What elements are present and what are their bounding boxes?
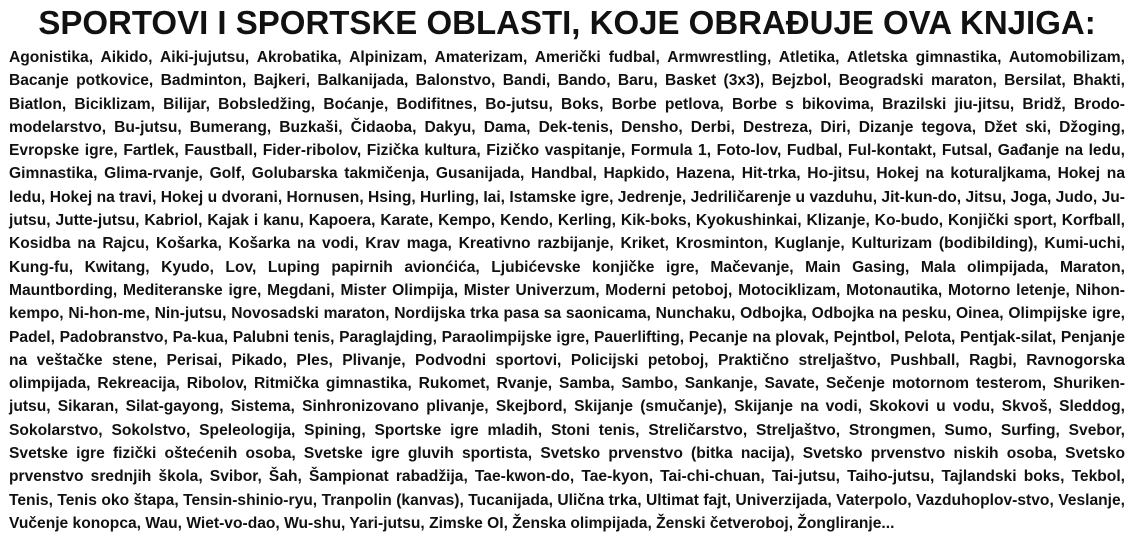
sports-list-paragraph: Agonistika, Aikido, Aiki-jujutsu, Akrobatika, Alpinizam, Amaterizam, Američki fudbal, Armwrestling, Atletika, Atletska gimnastika, Automobilizam, Bacanje potkovice, Badminton, Bajkeri, Balkanijada, Balonstvo, Bandi, Bando, Baru, Basket (3x3), Bejzbol, Beogradski maraton, Bersilat, Bhakti, Biatlon, Biciklizam, Bilijar, Bobsledžing, Boćanje, Bodifitnes, Bo-jutsu, Boks, Borbe petlova, Borbe s bikovima, Brazilski jiu-jitsu, Bridž, Brodo-modelarstvo, Bu-jutsu, Bumerang, Buzkaši, Čidaoba, Dakyu, Dama, Dek-tenis, Densho, Derbi, Destreza, Diri, Dizanje tegova, Džet ski, Džoging, Evropske igre, Fartlek, Faustball, Fider-ribolov, Fizička kultura, Fizičko vaspitanje, Formula 1, Foto-lov, Fudbal, Ful-kontakt, Futsal, Gađanje na ledu, Gimnastika, Glima-rvanje, Golf, Golubarska takmičenja, Gusanijada, Handbal, Hapkido, Hazena, Hit-trka, Ho-jitsu, Hokej na koturaljkama, Hokej na ledu, Hokej na travi, Hokej u dvorani, Hornusen, Hsing, Hurling, Iai, Istamske igre, Jedrenje, Jedriličarenje u vazduhu, Jit-kun-do, Jitsu, Joga, Judo, Ju-jutsu, Jutte-jutsu, Kabriol, Kajak i kanu, Kapoera, Karate, Kempo, Kendo, Kerling, Kik-boks, Kyokushinkai, Klizanje, Ko-budo, Konjički sport, Korfball, Kosidba na Rajcu, Košarka, Košarka na vodi, Krav maga, Kreativno razbijanje, Kriket, Krosminton, Kuglanje, Kulturizam (bodibilding), Kumi-uchi, Kung-fu, Kwitang, Kyudo, Lov, Luping papirnih avionćića, Ljubićevske konjičke igre, Mačevanje, Main Gasing, Mala olimpijada, Maraton, Mauntbording, Mediteranske igre, Megdani, Mister Olimpija, Mister Univerzum, Moderni petoboj, Motociklizam, Motonautika, Motorno letenje, Nihon-kempo, Ni-hon-me, Nin-jutsu, Novosadski maraton, Nordijska trka pasa sa saonicama, Nunchaku, Odbojka, Odbojka na pesku, Oinea, Olimpijske igre, Padel, Padobranstvo, Pa-kua, Palubni tenis, Paraglajding, Paraolimpijske igre, Pauerlifting, Pecanje na plovak, Pejntbol, Pelota, Pentjak-silat, Penjanje na veštačke stene, Perisai, Pikado, Ples, Plivanje, Podvodni sportovi, Policijski petoboj, Praktično streljaštvo, Pushball, Ragbi, Ravnogorska olimpijada, Rekreacija, Ribolov, Ritmička gimnastika, Rukomet, Rvanje, Samba, Sambo, Sankanje, Savate, Sečenje motornom testerom, Shuriken-jutsu, Sikaran, Silat-gayong, Sistema, Sinhronizovano plivanje, Skejbord, Skijanje (smučanje), Skijanje na vodi, Skokovi u vodu, Skvoš, Sleddog, Sokolarstvo, Sokolstvo, Speleologija, Spining, Sportske igre mladih, Stoni tenis, Streličarstvo, Streljaštvo, Strongmen, Sumo, Surfing, Svebor, Svetske igre fizički oštećenih osoba, Svetske igre gluvih sportista, Svetsko prvenstvo (bitka nacija), Svetsko prvenstvo niskih osoba, Svetsko prvenstvo srednjih škola, Svibor, Šah, Šampionat rabadžija, Tae-kwon-do, Tae-kyon, Tai-chi-chuan, Tai-jutsu, Taiho-jutsu, Tajlandski boks, Tekbol, Tenis, Tenis oko štapa, Tensin-shinio-ryu, Tranpolin (kanvas), Tucanijada, Ulična trka, Ultimat fajt, Univerzijada, Vaterpolo, Vazduhoplov-stvo, Veslanje, Vučenje konopca, Wau, Wiet-vo-dao, Wu-shu, Yari-jutsu, Zimske OI, Ženska olimpijada, Ženski četveroboj, Žongliranje... [9,49,1125,532]
page-title: SPORTOVI I SPORTSKE OBLASTI, KOJE OBRAĐUJE OVA KNJIGA: [38,4,1096,41]
